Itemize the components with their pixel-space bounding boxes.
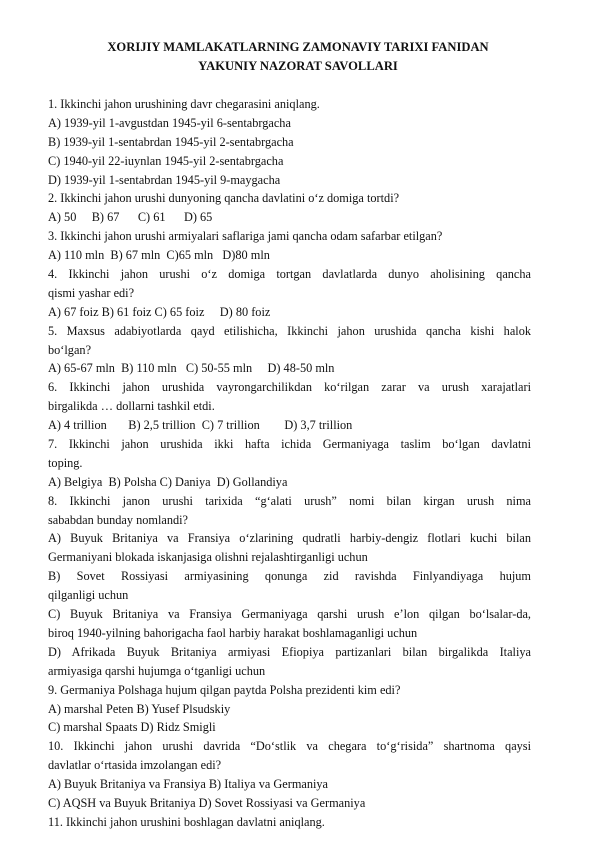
- text-line: 10. Ikkinchi jahon urushi davrida “Do‘stlik va chegara to‘g‘risida” shartnoma qaysi: [48, 739, 531, 754]
- text-line: A) Buyuk Britaniya va Fransiya B) Italiya va Germaniya: [48, 777, 329, 792]
- text-line: B) 1939-yil 1-sentabrdan 1945-yil 2-sentabrgacha: [48, 134, 294, 149]
- text-line: A) 110 mln B) 67 mln C)65 mln D)80 mln: [48, 248, 270, 263]
- text-line: C) Buyuk Britaniya va Fransiya Germaniyaga qarshi urush e’lon qilgan bo‘lsalar-da,: [48, 607, 531, 622]
- text-line: A) 4 trillion B) 2,5 trillion C) 7 trillion D) 3,7 trillion: [48, 418, 353, 433]
- text-line: D) 1939-yil 1-sentabrdan 1945-yil 9-maygacha: [48, 172, 281, 187]
- text-line: A) Belgiya B) Polsha C) Daniya D) Gollandiya: [48, 474, 288, 489]
- title-line-2: YAKUNIY NAZORAT SAVOLLARI: [198, 59, 398, 73]
- text-line: A) 67 foiz B) 61 foiz C) 65 foiz D) 80 foiz: [48, 304, 271, 319]
- title-line-1: XORIJIY MAMLAKATLARNING ZAMONAVIY TARIXI FANIDAN: [107, 40, 489, 54]
- text-line: 3. Ikkinchi jahon urushi armiyalari saflariga jami qancha odam safarbar etilgan?: [48, 229, 443, 244]
- text-line: davlatlar o‘rtasida imzolangan edi?: [48, 758, 222, 773]
- text-line: 8. Ikkinchi janon urushi tarixida “g‘alati urush” nomi bilan kirgan urush nima: [48, 493, 531, 508]
- text-line: C) marshal Spaats D) Ridz Smigli: [48, 720, 216, 735]
- text-line: qismi yashar edi?: [48, 285, 135, 300]
- text-line: A) 1939-yil 1-avgustdan 1945-yil 6-sentabrgacha: [48, 115, 291, 130]
- questions-list: [48, 95, 531, 832]
- text-line: 11. Ikkinchi jahon urushini boshlagan davlatni aniqlang.: [48, 814, 325, 829]
- text-line: 4. Ikkinchi jahon urushi o‘z domiga tortgan davlatlarda dunyo aholisining qancha: [48, 267, 531, 282]
- text-line: bo‘lgan?: [48, 342, 92, 357]
- text-line: A) marshal Peten B) Yusef Plsudskiy: [48, 701, 231, 716]
- text-line: 2. Ikkinchi jahon urushi dunyoning qancha davlatini o‘z domiga tortdi?: [48, 191, 400, 206]
- text-line: C) 1940-yil 22-iuynlan 1945-yil 2-sentabrgacha: [48, 153, 284, 168]
- text-line: qilganligi uchun: [48, 588, 129, 603]
- text-line: 5. Maxsus adabiyotlarda qayd etilishicha, Ikkinchi jahon urushida qancha kishi halok: [48, 323, 531, 338]
- text-line: A) Buyuk Britaniya va Fransiya o‘zlarining qudratli harbiy-dengiz flotlari kuchi bilan: [48, 531, 531, 546]
- text-line: B) Sovet Rossiyasi armiyasining qonunga zid ravishda Finlyandiyaga hujum: [48, 569, 531, 584]
- text-line: 6. Ikkinchi jahon urushida vayrongarchilikdan ko‘rilgan zarar va urush xarajatlari: [48, 380, 531, 395]
- text-line: 9. Germaniya Polshaga hujum qilgan paytda Polsha prezidenti kim edi?: [48, 682, 401, 697]
- text-line: C) AQSH va Buyuk Britaniya D) Sovet Rossiyasi va Germaniya: [48, 795, 366, 810]
- text-line: armiyasiga qarshi hujumga o‘tganligi uchun: [48, 663, 266, 678]
- text-line: toping.: [48, 455, 83, 470]
- text-line: sababdan bunday nomlandi?: [48, 512, 189, 527]
- document-title: [48, 38, 548, 76]
- text-line: 7. Ikkinchi jahon urushida ikki hafta ichida Germaniyaga taslim bo‘lgan davlatni: [48, 437, 531, 452]
- text-line: D) Afrikada Buyuk Britaniya armiyasi Efiopiya partizanlari bilan birgalikda Italiya: [48, 644, 531, 659]
- text-line: birgalikda … dollarni tashkil etdi.: [48, 399, 215, 414]
- text-line: A) 50 B) 67 C) 61 D) 65: [48, 210, 213, 225]
- text-line: A) 65-67 mln B) 110 mln C) 50-55 mln D) 48-50 mln: [48, 361, 335, 376]
- text-line: 1. Ikkinchi jahon urushining davr chegarasini aniqlang.: [48, 97, 320, 111]
- text-line: Germaniyani blokada iskanjasiga olishni rejalashtirganligi uchun: [48, 550, 368, 565]
- text-line: biroq 1940-yilning bahorigacha faol harbiy harakat boshlamaganligi uchun: [48, 625, 418, 640]
